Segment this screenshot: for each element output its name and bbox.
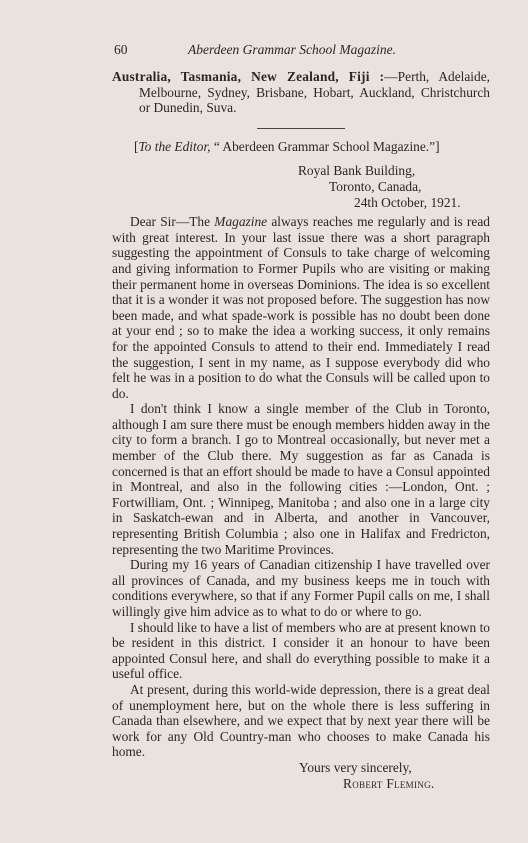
magazine-word: Magazine xyxy=(214,214,268,230)
page-header xyxy=(114,42,494,60)
section-divider xyxy=(257,128,345,129)
letter-paragraph-4: I should like to have a list of members who are at present known to be resident in this district. I consider it an honour to have been appointed Consul here, and shall do everything possible to make it a useful office. xyxy=(112,619,490,682)
running-title: Aberdeen Grammar School Magazine. xyxy=(188,42,396,57)
signature: Robert Fleming. xyxy=(343,775,435,791)
cities-list: —Perth, Adelaide, Melbourne, Sydney, Brisbane, Hobart, Auckland, Christchurch or Dunedin, Suva. xyxy=(139,69,491,116)
editor-address-line xyxy=(112,139,490,155)
letter-paragraph-1 xyxy=(112,214,490,401)
magazine-name: “ Aberdeen Grammar School Magazine.”] xyxy=(210,138,440,154)
countries-list: Australia, Tasmania, New Zealand, Fiji : xyxy=(112,69,385,84)
address-line-city: Toronto, Canada, xyxy=(329,178,422,194)
page-number: 60 xyxy=(114,42,128,57)
salutation-start: Dear Sir—The xyxy=(130,214,215,230)
editor-open-bracket: [ xyxy=(134,138,139,154)
letter-paragraph-3: During my 16 years of Canadian citizenship I have travelled over all provinces of Canada, and my business keeps me in touch with conditions everywhere, so that if any Former Pupil calls on me, I shall willingly give him advice as to what to do or where to go. xyxy=(112,557,490,619)
page-content xyxy=(112,69,490,791)
address-line-date: 24th October, 1921. xyxy=(354,194,461,210)
letter-paragraph-5: At present, during this world-wide depression, there is a great deal of unemployment here, but on the whole there is less suffering in Canada than elsewhere, and we expect that by next year there will be work for any Old Country-man who chooses to make Canada his home. xyxy=(112,681,490,760)
to-the-editor: To the Editor, xyxy=(138,138,211,154)
consul-addresses xyxy=(112,69,490,116)
letter-sender-address xyxy=(112,163,490,210)
address-line-building: Royal Bank Building, xyxy=(298,163,416,179)
letter-paragraph-2: I don't think I know a single member of the Club in Toronto, although I am sure there must be enough members hidden away in the city to form a branch. I go to Montreal occasionally, but never met a member of the Club there. My suggestion as far as Canada is concerned is that an effort should be made to have a Consul appointed in Montreal, and also in the following cities :—London, Ont. ; Fortwilliam, Ont. ; Winnipeg, Manitoba ; and also one in a large city in Saskatch-ewan and in Alberta, and another in Vancouver, representing British Columbia ; also one in Halifax and Fredricton, representing the two Maritime Provinces. xyxy=(112,401,490,557)
sign-off: Yours very sincerely, xyxy=(299,759,412,775)
paragraph-1-rest: always reaches me regularly and is read with great interest. In your last issue there was a short paragraph suggesting the appointment of Consuls to take charge of welcoming and giving information to Former Pupils who are visiting or making their permanent home in overseas Dominions. The idea is so excellent that it is a wonder it was not proposed before. The suggestion has now been made, and what spade-work is possible has no doubt been done at your end ; so to make the idea a working success, it only remains for the appointed Consuls to attend to their end. Immediately I read the suggestion, I sent in my name, as I suppose everybody did who felt he was in a position to do what the Consuls will be called upon to do. xyxy=(112,214,490,401)
